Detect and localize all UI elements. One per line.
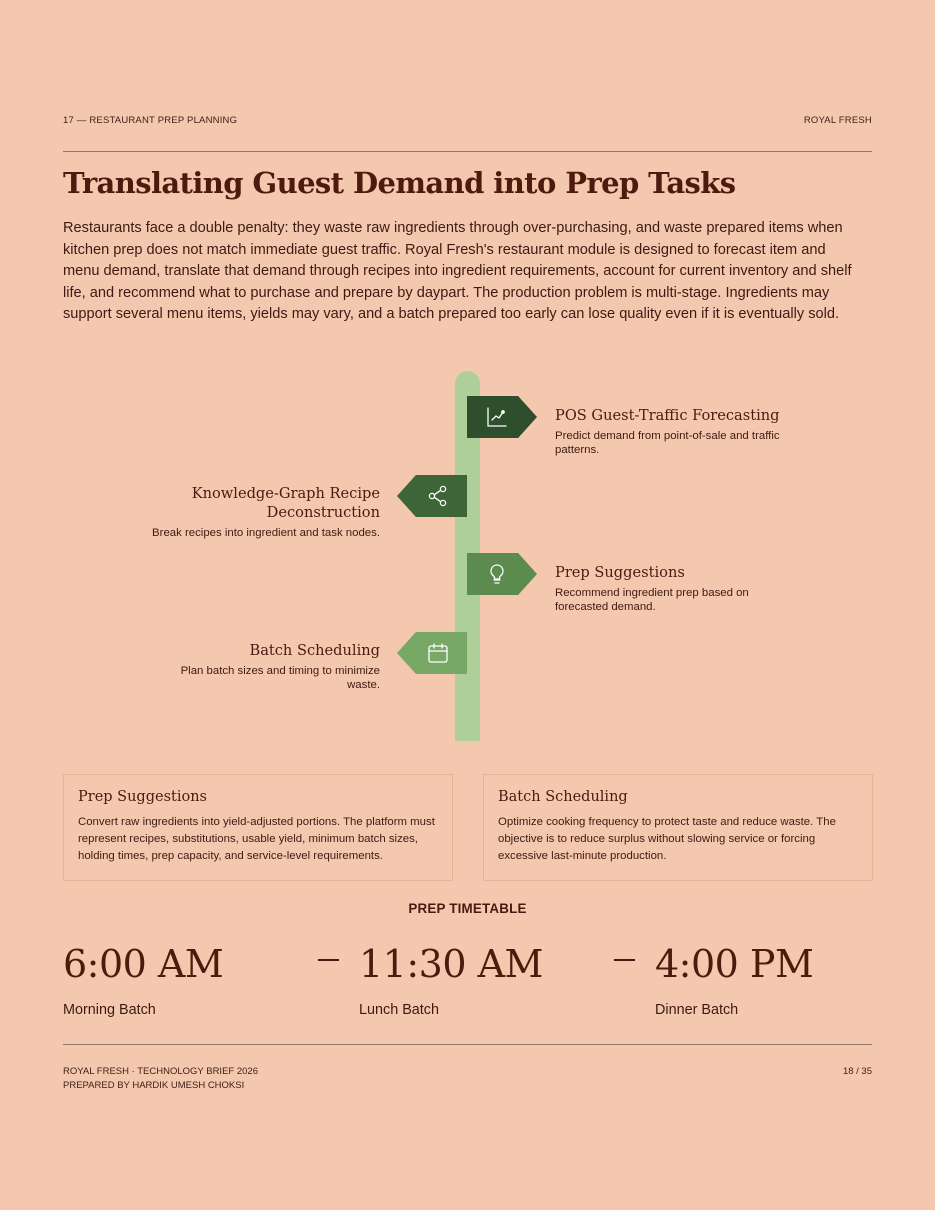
share-nodes-icon: [426, 484, 450, 508]
roadmap-step-desc: Predict demand from point-of-sale and traffic patterns.: [555, 430, 780, 456]
header-divider: [63, 151, 872, 152]
timetable-label-lunch: Lunch Batch: [359, 1002, 440, 1018]
roadmap-step-batch: [150, 641, 380, 692]
card-batch-scheduling: [483, 774, 873, 881]
page-number: 18 / 35: [842, 1066, 872, 1077]
roadmap-step-title: Batch Scheduling: [249, 642, 380, 659]
timetable-label-dinner: Dinner Batch: [655, 1002, 739, 1018]
calendar-icon: [426, 641, 450, 665]
roadmap-step-desc: Recommend ingredient prep based on forecasted demand.: [555, 587, 749, 613]
timetable-time-morning: 6:00 AM: [63, 942, 224, 986]
page-title: Translating Guest Demand into Prep Tasks: [63, 166, 736, 200]
timetable-label: PREP TIMETABLE: [408, 901, 527, 916]
footer-brief: ROYAL FRESH · TECHNOLOGY BRIEF 2026: [63, 1066, 258, 1077]
card-body: Optimize cooking frequency to protect taste and reduce waste. The objective is to reduce surplus without slowing service or forcing excessive last-minute production.: [498, 816, 836, 862]
timetable-separator: [318, 959, 339, 961]
card-title: Prep Suggestions: [78, 789, 207, 805]
roadmap-step-recipe: [120, 484, 380, 540]
intro-paragraph: Restaurants face a double penalty: they waste raw ingredients through over-purchasing, and waste prepared items when kitchen prep does not match immediate guest traffic. Royal Fresh's restaurant module is designed to forecast item and menu demand, translate that demand through recipes into ingredient requirements, account for current inventory and shelf life, and recommend what to purchase and prepare by daypart. The production problem is multi-stage. Ingredients may support several menu items, yields may vary, and a batch prepared too early can lose quality even if it is eventually sold.: [63, 220, 852, 323]
footer-author: PREPARED BY HARDIK UMESH CHOKSI: [63, 1080, 245, 1091]
footer-divider: [63, 1044, 872, 1045]
roadmap-marker-batch: [397, 632, 467, 674]
roadmap-step-title: Knowledge-Graph Recipe Deconstruction: [191, 485, 380, 521]
timetable-label-morning: Morning Batch: [63, 1002, 156, 1018]
timetable-time-dinner: 4:00 PM: [655, 942, 814, 986]
roadmap-step-prep: [555, 563, 795, 614]
roadmap-step-forecasting: [555, 406, 815, 457]
roadmap-step-title: Prep Suggestions: [555, 564, 685, 581]
chart-line-icon: [485, 405, 509, 429]
roadmap-marker-forecasting: [467, 396, 537, 438]
footer-credits: [63, 1065, 258, 1093]
timetable-separator: [614, 959, 635, 961]
roadmap-step-desc: Break recipes into ingredient and task nodes.: [152, 527, 380, 539]
roadmap-marker-recipe: [397, 475, 467, 517]
roadmap-marker-prep: [467, 553, 537, 595]
timetable-time-lunch: 11:30 AM: [359, 942, 543, 986]
roadmap-step-title: POS Guest-Traffic Forecasting: [555, 407, 780, 424]
card-body: Convert raw ingredients into yield-adjusted portions. The platform must represent recipes, substitutions, usable yield, minimum batch sizes, holding times, prep capacity, and service-level requirements.: [78, 816, 435, 862]
roadmap-step-desc: Plan batch sizes and timing to minimize waste.: [180, 665, 380, 691]
card-prep-suggestions: [63, 774, 453, 881]
card-title: Batch Scheduling: [498, 789, 628, 805]
lightbulb-icon: [485, 562, 509, 586]
running-header-brand: ROYAL FRESH: [803, 115, 872, 126]
running-header-section: 17 — RESTAURANT PREP PLANNING: [63, 115, 238, 126]
